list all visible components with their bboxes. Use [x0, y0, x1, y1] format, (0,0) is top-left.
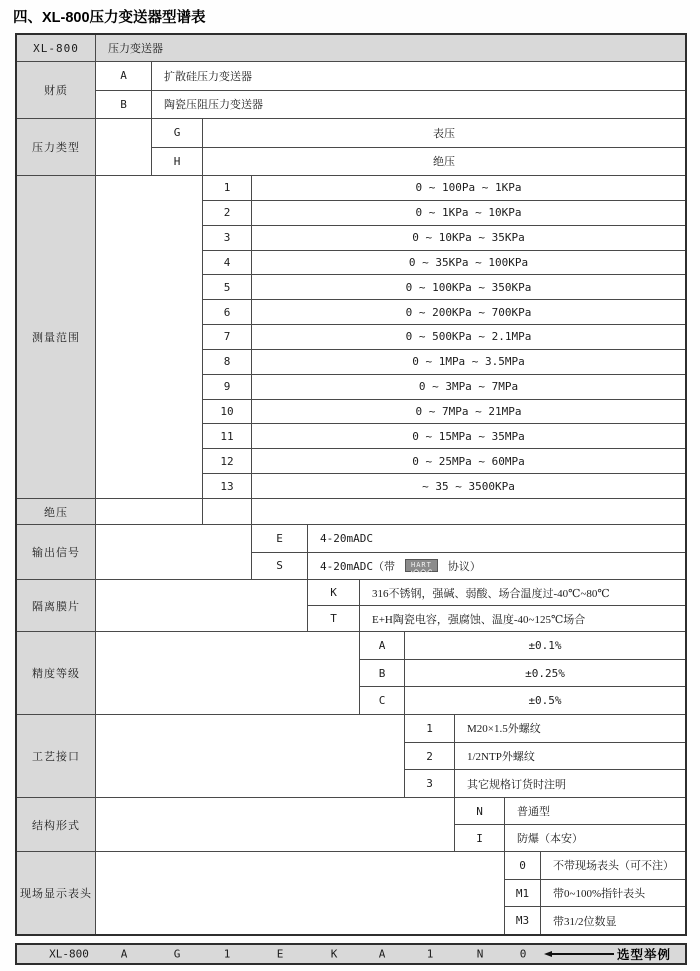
option-code: G: [152, 119, 203, 147]
empty-cell: [96, 798, 455, 851]
table-row: [203, 274, 685, 299]
model-name: 压力变送器: [96, 35, 685, 61]
empty-cell: [96, 632, 360, 714]
option-desc: M20×1.5外螺纹: [467, 723, 541, 736]
option-code: S: [252, 553, 308, 580]
empty-cell: [96, 580, 308, 631]
option-code: 1: [405, 715, 455, 742]
section-pressure-type: [17, 118, 685, 175]
section-measuring-range: [17, 175, 685, 498]
option-desc: ±0.1%: [528, 638, 562, 652]
option-code: 12: [203, 449, 252, 473]
table-row: [203, 423, 685, 448]
option-code: 3: [203, 226, 252, 250]
section-display-head: [17, 851, 685, 934]
table-row: [505, 906, 685, 934]
table-row: [203, 299, 685, 324]
option-desc: ±0.25%: [525, 666, 565, 680]
table-row: [405, 742, 685, 770]
example-model: XL-800: [49, 947, 89, 961]
empty-cell: [96, 176, 203, 498]
range-value: 0 ~ 200KPa ~ 700KPa: [405, 305, 532, 319]
option-code: 11: [203, 424, 252, 448]
section-label: 隔离膜片: [17, 580, 96, 631]
table-row: [203, 349, 685, 374]
example-code: 0: [519, 947, 527, 961]
range-value: 0 ~ 25MPa ~ 60MPa: [412, 454, 525, 468]
table-row: [252, 525, 685, 552]
option-code: A: [360, 632, 405, 659]
table-row: [405, 769, 685, 797]
range-value: 0 ~ 35KPa ~ 100KPa: [408, 255, 529, 269]
section-label: 工艺接口: [17, 715, 96, 797]
empty-cell: [203, 499, 252, 524]
range-value: 0 ~ 100KPa ~ 350KPa: [405, 280, 532, 294]
example-code: 1: [426, 947, 434, 961]
table-row: [252, 552, 685, 580]
section-label: 现场显示表头: [17, 852, 96, 934]
option-code: 8: [203, 350, 252, 374]
example-code: G: [173, 947, 181, 961]
section-material: [17, 61, 685, 118]
empty-cell: [96, 499, 203, 524]
example-code: K: [330, 947, 338, 961]
section-process-connection: [17, 714, 685, 797]
option-code: 9: [203, 375, 252, 399]
table-row: [203, 473, 685, 498]
table-row: [455, 824, 685, 851]
table-row: [203, 225, 685, 250]
option-code: M1: [505, 880, 541, 907]
table-row: [203, 176, 685, 200]
section-isolation-diaphragm: [17, 579, 685, 631]
option-code: H: [152, 148, 203, 176]
range-value: ~ 35 ~ 3500KPa: [422, 479, 515, 493]
table-row: [308, 580, 685, 605]
selection-example-bar: [15, 943, 687, 965]
empty-cell: [96, 852, 505, 934]
option-code: A: [96, 62, 152, 90]
option-desc: 316不锈钢，强碱、弱酸、场合温度过-40℃~80℃: [372, 587, 610, 600]
option-desc: 陶瓷压阻压力变送器: [164, 99, 263, 112]
table-row: [152, 119, 685, 147]
model-code: XL-800: [17, 35, 96, 61]
option-code: I: [455, 825, 505, 851]
range-value: 0 ~ 1MPa ~ 3.5MPa: [412, 355, 525, 369]
option-code: E: [252, 525, 308, 552]
option-desc: [308, 553, 685, 580]
table-row-model: [17, 35, 685, 61]
option-desc: 扩散硅压力变送器: [164, 70, 252, 83]
option-code: 3: [405, 770, 455, 797]
empty-cell: [96, 119, 152, 175]
option-code: N: [455, 798, 505, 824]
table-row: [96, 90, 685, 119]
range-value: 0 ~ 7MPa ~ 21MPa: [415, 405, 522, 419]
section-output-signal: [17, 524, 685, 579]
option-code: T: [308, 606, 360, 631]
range-value: 0 ~ 10KPa ~ 35KPa: [412, 231, 525, 245]
hart-protocol-logo-icon: HART: [405, 559, 438, 572]
option-desc-suffix: 协议）: [447, 560, 481, 573]
table-row: [360, 686, 685, 714]
option-desc: 1/2NTP外螺纹: [467, 751, 535, 763]
option-desc: 普通型: [517, 806, 550, 818]
option-code: B: [360, 660, 405, 687]
left-arrow-icon: [544, 951, 614, 957]
table-row: [152, 147, 685, 176]
section-accuracy-class: [17, 631, 685, 714]
table-row: [505, 852, 685, 879]
table-row: [405, 715, 685, 742]
example-code: E: [276, 947, 284, 961]
table-row: [203, 200, 685, 225]
section-label: 财质: [17, 62, 96, 118]
page-title: 四、XL-800压力变送器型谱表: [13, 10, 206, 26]
table-row: [203, 399, 685, 424]
option-code: B: [96, 91, 152, 119]
example-code: A: [120, 947, 128, 961]
empty-cell: [252, 499, 685, 524]
range-value: 0 ~ 100Pa ~ 1KPa: [415, 181, 522, 195]
example-code: A: [378, 947, 386, 961]
option-code: K: [308, 580, 360, 605]
table-row: [96, 62, 685, 90]
section-label: 压力类型: [17, 119, 96, 175]
option-code: 5: [203, 275, 252, 299]
section-label: 输出信号: [17, 525, 96, 579]
section-label: 精度等级: [17, 632, 96, 714]
option-desc: 其它规格订货时注明: [467, 778, 566, 791]
option-desc: ±0.5%: [528, 694, 562, 708]
section-structure-form: [17, 797, 685, 851]
section-label: 结构形式: [17, 798, 96, 851]
option-code: C: [360, 687, 405, 714]
option-desc: 带0~100%指针表头: [553, 888, 646, 900]
example-code: N: [476, 947, 484, 961]
option-code: 13: [203, 474, 252, 498]
table-row: [203, 374, 685, 399]
option-code: 1: [203, 176, 252, 200]
section-label: 绝压: [17, 499, 96, 524]
option-code: 2: [203, 201, 252, 225]
option-desc: 不带现场表头（可不注）: [553, 860, 674, 873]
range-value: 0 ~ 500KPa ~ 2.1MPa: [405, 330, 532, 344]
option-desc: 带31/2位数显: [553, 915, 617, 928]
option-desc: 表压: [433, 127, 455, 140]
option-desc: 绝压: [433, 156, 455, 169]
table-row: [203, 448, 685, 473]
table-row: [203, 250, 685, 275]
option-code: 2: [405, 743, 455, 770]
option-desc: E+H陶瓷电容，强腐蚀、温度-40~125℃场合: [372, 613, 586, 626]
section-absolute-pressure: [17, 498, 685, 524]
empty-cell: [96, 715, 405, 797]
option-code: 6: [203, 300, 252, 324]
model-spectrum-table: [15, 33, 687, 936]
example-bar-label: 选型举例: [617, 948, 672, 962]
table-row: [455, 798, 685, 824]
option-code: 10: [203, 400, 252, 424]
option-code: 4: [203, 251, 252, 275]
range-value: 0 ~ 1KPa ~ 10KPa: [415, 206, 522, 220]
section-label: 测量范围: [17, 176, 96, 498]
option-code: M3: [505, 907, 541, 934]
range-value: 0 ~ 3MPa ~ 7MPa: [418, 380, 519, 394]
option-code: 7: [203, 325, 252, 349]
table-row: [505, 879, 685, 907]
option-desc: 防爆（本安）: [517, 833, 583, 845]
table-row: [360, 632, 685, 659]
table-row: [308, 605, 685, 631]
option-desc-prefix: 4-20mADC（带: [320, 559, 395, 573]
option-code: 0: [505, 852, 541, 879]
table-row: [360, 659, 685, 687]
example-code: 1: [223, 947, 231, 961]
option-desc: 4-20mADC: [320, 531, 373, 545]
table-row: [203, 324, 685, 349]
range-value: 0 ~ 15MPa ~ 35MPa: [412, 429, 525, 443]
empty-cell: [96, 525, 252, 579]
